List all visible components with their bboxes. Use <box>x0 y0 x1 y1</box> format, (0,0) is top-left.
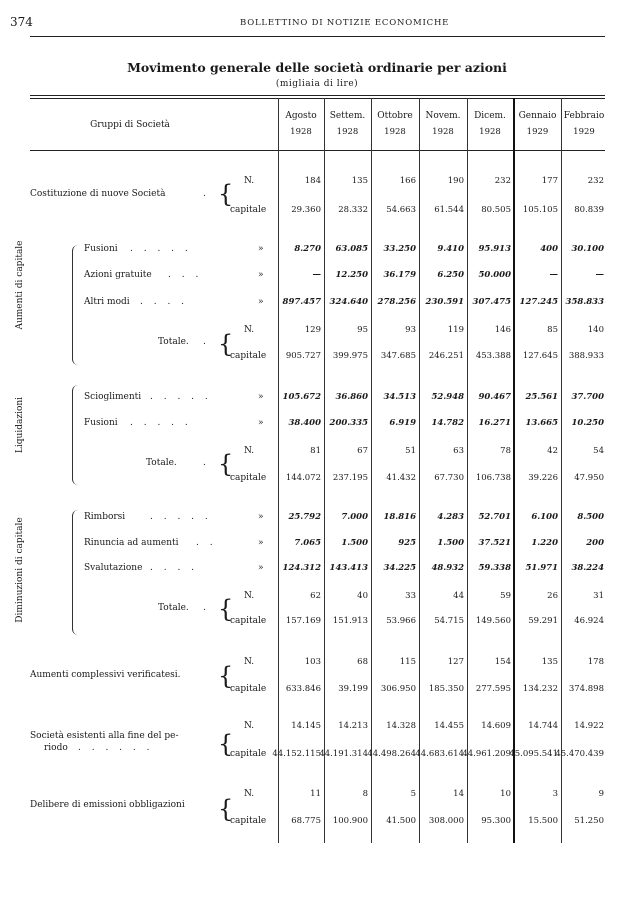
leader-dots: . <box>203 189 206 199</box>
table-cell: 119 <box>447 325 464 335</box>
row-unit: N. <box>244 721 255 731</box>
row-unit: N. <box>244 446 255 456</box>
table-cell: 15.500 <box>528 816 558 826</box>
col-header <box>561 111 607 138</box>
diminuzioni-side-label: Diminuzioni di capitale <box>15 517 25 623</box>
col-rule <box>324 98 325 843</box>
table-cell: 185.350 <box>428 684 464 694</box>
table-cell: 134.232 <box>522 684 558 694</box>
table-cell: 14.145 <box>291 721 321 731</box>
table-cell: 105.105 <box>522 205 558 215</box>
table-cell: 278.256 <box>377 297 416 307</box>
table-cell: 11 <box>310 789 321 799</box>
table-cell: 177 <box>541 176 558 186</box>
arrow-mark: » <box>258 270 264 280</box>
item-label: Rinuncia ad aumenti <box>84 538 179 548</box>
table-cell: 12.250 <box>335 270 368 280</box>
table-cell: 1.500 <box>437 538 464 548</box>
table-cell: 127 <box>447 657 464 667</box>
table-cell: 277.595 <box>475 684 511 694</box>
table-cell: — <box>549 270 558 280</box>
row-unit: N. <box>244 591 255 601</box>
leader-dots: . . . . <box>140 297 189 307</box>
brace: { <box>218 595 234 623</box>
table-cell: 358.833 <box>565 297 604 307</box>
table-cell: 374.898 <box>568 684 604 694</box>
table-cell: 37.700 <box>571 392 604 402</box>
brace: { <box>218 795 234 823</box>
table-cell: 39.199 <box>338 684 368 694</box>
table-cell: 46.924 <box>574 616 604 626</box>
table-cell: 347.685 <box>380 351 416 361</box>
table-cell: 135 <box>541 657 558 667</box>
table-cell: 308.000 <box>428 816 464 826</box>
table-cell: 33 <box>405 591 416 601</box>
table-cell: 14.782 <box>431 418 464 428</box>
obbligazioni-label: Delibere di emissioni obbligazioni <box>30 800 185 810</box>
item-label: Scioglimenti <box>84 392 142 402</box>
col-month: Settem. <box>329 111 366 121</box>
table-cell: 41.500 <box>386 816 416 826</box>
col-year: 1928 <box>336 126 359 137</box>
table-cell: 54.715 <box>434 616 464 626</box>
aumenti-side-label: Aumenti di capitale <box>15 240 25 330</box>
table-cell: 68 <box>357 657 368 667</box>
table-cell: 33.250 <box>383 244 416 254</box>
table-cell: 18.816 <box>383 512 416 522</box>
leader-dots: . <box>203 337 206 347</box>
table-cell: 190 <box>447 176 464 186</box>
leader-dots: . <box>203 458 206 468</box>
table-cell: 44.498.264 <box>367 749 416 759</box>
table-cell: 52.948 <box>431 392 464 402</box>
section-brace <box>72 245 79 365</box>
table-cell: 400 <box>540 244 558 254</box>
table-cell: 54 <box>593 446 604 456</box>
brace: { <box>218 330 234 358</box>
row-unit: N. <box>244 789 255 799</box>
table-cell: 154 <box>494 657 511 667</box>
table-cell: 42 <box>547 446 558 456</box>
col-year: 1929 <box>526 126 549 137</box>
table-title: Movimento generale delle società ordinarie per azioni <box>127 60 507 75</box>
table-cell: 31 <box>593 591 604 601</box>
brace: { <box>218 180 234 208</box>
complessivi-label: Aumenti complessivi verificatesi. <box>30 670 181 680</box>
table-cell: 63.085 <box>335 244 368 254</box>
leader-dots: . . . . <box>150 563 199 573</box>
table-cell: 50.000 <box>478 270 511 280</box>
table-cell: 44.191.314 <box>319 749 368 759</box>
item-label: Altri modi <box>84 297 130 307</box>
table-cell: 8 <box>362 789 368 799</box>
arrow-mark: » <box>258 418 264 428</box>
leader-dots: . . . <box>168 270 203 280</box>
running-title: BOLLETTINO DI NOTIZIE ECONOMICHE <box>240 18 450 28</box>
arrow-mark: » <box>258 563 264 573</box>
table-cell: 124.312 <box>282 563 321 573</box>
table-cell: 95.300 <box>481 816 511 826</box>
col-header <box>278 111 324 138</box>
table-cell: 453.388 <box>475 351 511 361</box>
table-cell: 178 <box>587 657 604 667</box>
table-cell: 925 <box>398 538 416 548</box>
leader-dots: . . . . . . <box>78 743 154 753</box>
col-month: Ottobre <box>377 111 413 121</box>
col-header <box>514 111 561 138</box>
col-year: 1929 <box>573 126 595 137</box>
row-unit: capitale <box>230 351 267 361</box>
leader-dots: . . <box>196 538 217 548</box>
table-cell: 10 <box>500 789 511 799</box>
col-rule <box>278 98 279 843</box>
table-cell: 34.513 <box>383 392 416 402</box>
section-brace <box>72 510 79 635</box>
total-label: Totale. <box>146 458 177 468</box>
group-header: Gruppi di Società <box>90 120 170 130</box>
table-cell: 14.609 <box>481 721 511 731</box>
table-cell: 14.744 <box>528 721 558 731</box>
table-cell: 6.919 <box>389 418 416 428</box>
table-cell: 7.065 <box>294 538 321 548</box>
table-cell: 129 <box>304 325 321 335</box>
table-cell: 149.560 <box>475 616 511 626</box>
table-cell: 166 <box>399 176 416 186</box>
table-cell: 38.224 <box>571 563 604 573</box>
table-cell: 144.072 <box>285 473 321 483</box>
table-cell: 48.932 <box>431 563 464 573</box>
table-cell: 61.544 <box>434 205 464 215</box>
row-unit: N. <box>244 176 255 186</box>
table-cell: 324.640 <box>329 297 368 307</box>
brace: { <box>218 450 234 478</box>
table-cell: 44 <box>453 591 464 601</box>
table-cell: 246.251 <box>428 351 464 361</box>
table-cell: 38.400 <box>288 418 321 428</box>
col-header <box>419 111 467 138</box>
col-rule <box>371 98 372 843</box>
col-month: Dicem. <box>474 111 506 121</box>
brace: { <box>218 730 234 758</box>
esistenti-label-line1: Società esistenti alla fine del pe- <box>30 731 179 741</box>
row-unit: capitale <box>230 205 267 215</box>
table-cell: 68.775 <box>291 816 321 826</box>
item-label: Azioni gratuite <box>84 270 152 280</box>
table-cell: 36.179 <box>383 270 416 280</box>
table-cell: 151.913 <box>332 616 368 626</box>
row-unit: N. <box>244 325 255 335</box>
item-label: Fusioni <box>84 418 118 428</box>
table-cell: 25.561 <box>525 392 558 402</box>
liquidazioni-side-label: Liquidazioni <box>15 396 25 454</box>
table-cell: 230.591 <box>425 297 464 307</box>
table-cell: 93 <box>405 325 416 335</box>
table-subtitle: (migliaia di lire) <box>275 79 359 89</box>
table-cell: 67 <box>357 446 368 456</box>
table-cell: 26 <box>547 591 558 601</box>
arrow-mark: » <box>258 538 264 548</box>
table-cell: 14 <box>453 789 464 799</box>
leader-dots: . . . . . <box>150 392 212 402</box>
row-unit: N. <box>244 657 255 667</box>
table-cell: 8.500 <box>577 512 604 522</box>
table-cell: 63 <box>453 446 464 456</box>
table-cell: 81 <box>310 446 321 456</box>
col-month: Agosto <box>285 111 317 121</box>
table-cell: 14.455 <box>434 721 464 731</box>
col-year: 1928 <box>290 126 312 137</box>
total-label: Totale. <box>158 337 189 347</box>
row-unit: capitale <box>230 749 267 759</box>
table-cell: 200 <box>586 538 604 548</box>
table-cell: 59 <box>500 591 511 601</box>
table-cell: 80.505 <box>481 205 511 215</box>
total-label: Totale. <box>158 603 189 613</box>
table-cell: 25.792 <box>288 512 321 522</box>
table-cell: 1.220 <box>531 538 558 548</box>
table-cell: 157.169 <box>285 616 321 626</box>
table-cell: 59.291 <box>528 616 558 626</box>
table-cell: 6.100 <box>531 512 558 522</box>
table-cell: 28.332 <box>338 205 368 215</box>
table-cell: 62 <box>310 591 321 601</box>
table-cell: 140 <box>587 325 604 335</box>
table-cell: — <box>595 270 604 280</box>
table-cell: 54.663 <box>386 205 416 215</box>
row-unit: capitale <box>230 684 267 694</box>
table-cell: 45.470.439 <box>555 749 604 759</box>
table-cell: 633.846 <box>285 684 321 694</box>
brace: { <box>218 662 234 690</box>
table-cell: 307.475 <box>472 297 511 307</box>
esistenti-label-line2: riodo <box>44 743 68 753</box>
table-cell: 13.665 <box>525 418 558 428</box>
table-cell: 45.095.541 <box>509 749 558 759</box>
table-cell: 80.839 <box>574 205 604 215</box>
arrow-mark: » <box>258 392 264 402</box>
item-label: Fusioni <box>84 244 118 254</box>
table-cell: 10.250 <box>571 418 604 428</box>
table-cell: 4.283 <box>437 512 464 522</box>
col-month: Gennaio <box>518 111 557 121</box>
table-cell: 51 <box>405 446 416 456</box>
leader-dots: . <box>203 603 206 613</box>
table-cell: 237.195 <box>332 473 368 483</box>
table-cell: — <box>312 270 321 280</box>
table-cell: 135 <box>351 176 368 186</box>
table-cell: 47.950 <box>574 473 604 483</box>
table-cell: 14.213 <box>338 721 368 731</box>
table-cell: 14.922 <box>574 721 604 731</box>
row-unit: capitale <box>230 816 267 826</box>
leader-dots: . . . . . <box>130 244 192 254</box>
table-cell: 232 <box>494 176 511 186</box>
table-header-rule <box>30 150 605 151</box>
table-cell: 59.338 <box>478 563 511 573</box>
table-cell: 399.975 <box>332 351 368 361</box>
table-cell: 905.727 <box>285 351 321 361</box>
table-cell: 388.933 <box>568 351 604 361</box>
col-year: 1928 <box>384 126 406 137</box>
table-cell: 44.683.614 <box>415 749 464 759</box>
table-cell: 146 <box>494 325 511 335</box>
col-header <box>324 111 371 138</box>
table-cell: 37.521 <box>478 538 511 548</box>
table-cell: 90.467 <box>478 392 511 402</box>
table-cell: 9.410 <box>437 244 464 254</box>
table-cell: 44.961.209 <box>462 749 511 759</box>
table-cell: 897.457 <box>282 297 321 307</box>
leader-dots: . . . . . <box>150 512 212 522</box>
table-cell: 7.000 <box>341 512 368 522</box>
col-rule <box>419 98 420 843</box>
table-cell: 184 <box>304 176 321 186</box>
table-cell: 39.226 <box>528 473 558 483</box>
arrow-mark: » <box>258 512 264 522</box>
table-cell: 40 <box>357 591 368 601</box>
table-cell: 127.245 <box>519 297 558 307</box>
table-cell: 127.645 <box>522 351 558 361</box>
table-cell: 95 <box>357 325 368 335</box>
table-cell: 14.328 <box>386 721 416 731</box>
table-cell: 8.270 <box>294 244 321 254</box>
section-brace <box>72 385 79 485</box>
table-cell: 67.730 <box>434 473 464 483</box>
page-number: 374 <box>10 15 33 29</box>
table-cell: 44.152.115 <box>272 749 321 759</box>
table-cell: 53.966 <box>386 616 416 626</box>
table-cell: 106.738 <box>475 473 511 483</box>
col-rule <box>467 98 468 843</box>
table-cell: 51.250 <box>574 816 604 826</box>
table-cell: 103 <box>304 657 321 667</box>
col-rule-bold <box>513 98 515 843</box>
arrow-mark: » <box>258 297 264 307</box>
table-cell: 16.271 <box>478 418 511 428</box>
table-cell: 200.335 <box>329 418 368 428</box>
table-top-rule <box>30 95 605 96</box>
table-cell: 115 <box>399 657 416 667</box>
col-month: Novem. <box>425 111 461 121</box>
table-cell: 232 <box>587 176 604 186</box>
col-year: 1928 <box>479 126 501 137</box>
table-cell: 1.500 <box>341 538 368 548</box>
table-cell: 100.900 <box>332 816 368 826</box>
table-cell: 95.913 <box>478 244 511 254</box>
table-cell: 306.950 <box>380 684 416 694</box>
arrow-mark: » <box>258 244 264 254</box>
col-rule <box>561 98 562 843</box>
col-year: 1928 <box>432 126 454 137</box>
col-month: Febbraio <box>563 111 605 121</box>
table-cell: 3 <box>552 789 558 799</box>
row-unit: capitale <box>230 616 267 626</box>
item-label: Svalutazione <box>84 563 143 573</box>
leader-dots: . . . . . <box>130 418 192 428</box>
header-rule <box>30 36 605 37</box>
table-cell: 30.100 <box>571 244 604 254</box>
table-cell: 78 <box>500 446 511 456</box>
table-cell: 52.701 <box>478 512 511 522</box>
table-cell: 34.225 <box>383 563 416 573</box>
table-cell: 41.432 <box>386 473 416 483</box>
table-top-rule-2 <box>30 98 605 99</box>
item-label: Rimborsi <box>84 512 126 522</box>
col-header <box>371 111 419 138</box>
table-cell: 29.360 <box>291 205 321 215</box>
table-cell: 5 <box>410 789 416 799</box>
table-cell: 105.672 <box>282 392 321 402</box>
table-cell: 9 <box>598 789 604 799</box>
row-unit: capitale <box>230 473 267 483</box>
table-cell: 143.413 <box>329 563 368 573</box>
col-header <box>467 111 513 138</box>
costituzione-label: Costituzione di nuove Società <box>30 189 166 199</box>
table-cell: 85 <box>547 325 558 335</box>
table-cell: 6.250 <box>437 270 464 280</box>
table-cell: 51.971 <box>525 563 558 573</box>
table-cell: 36.860 <box>335 392 368 402</box>
